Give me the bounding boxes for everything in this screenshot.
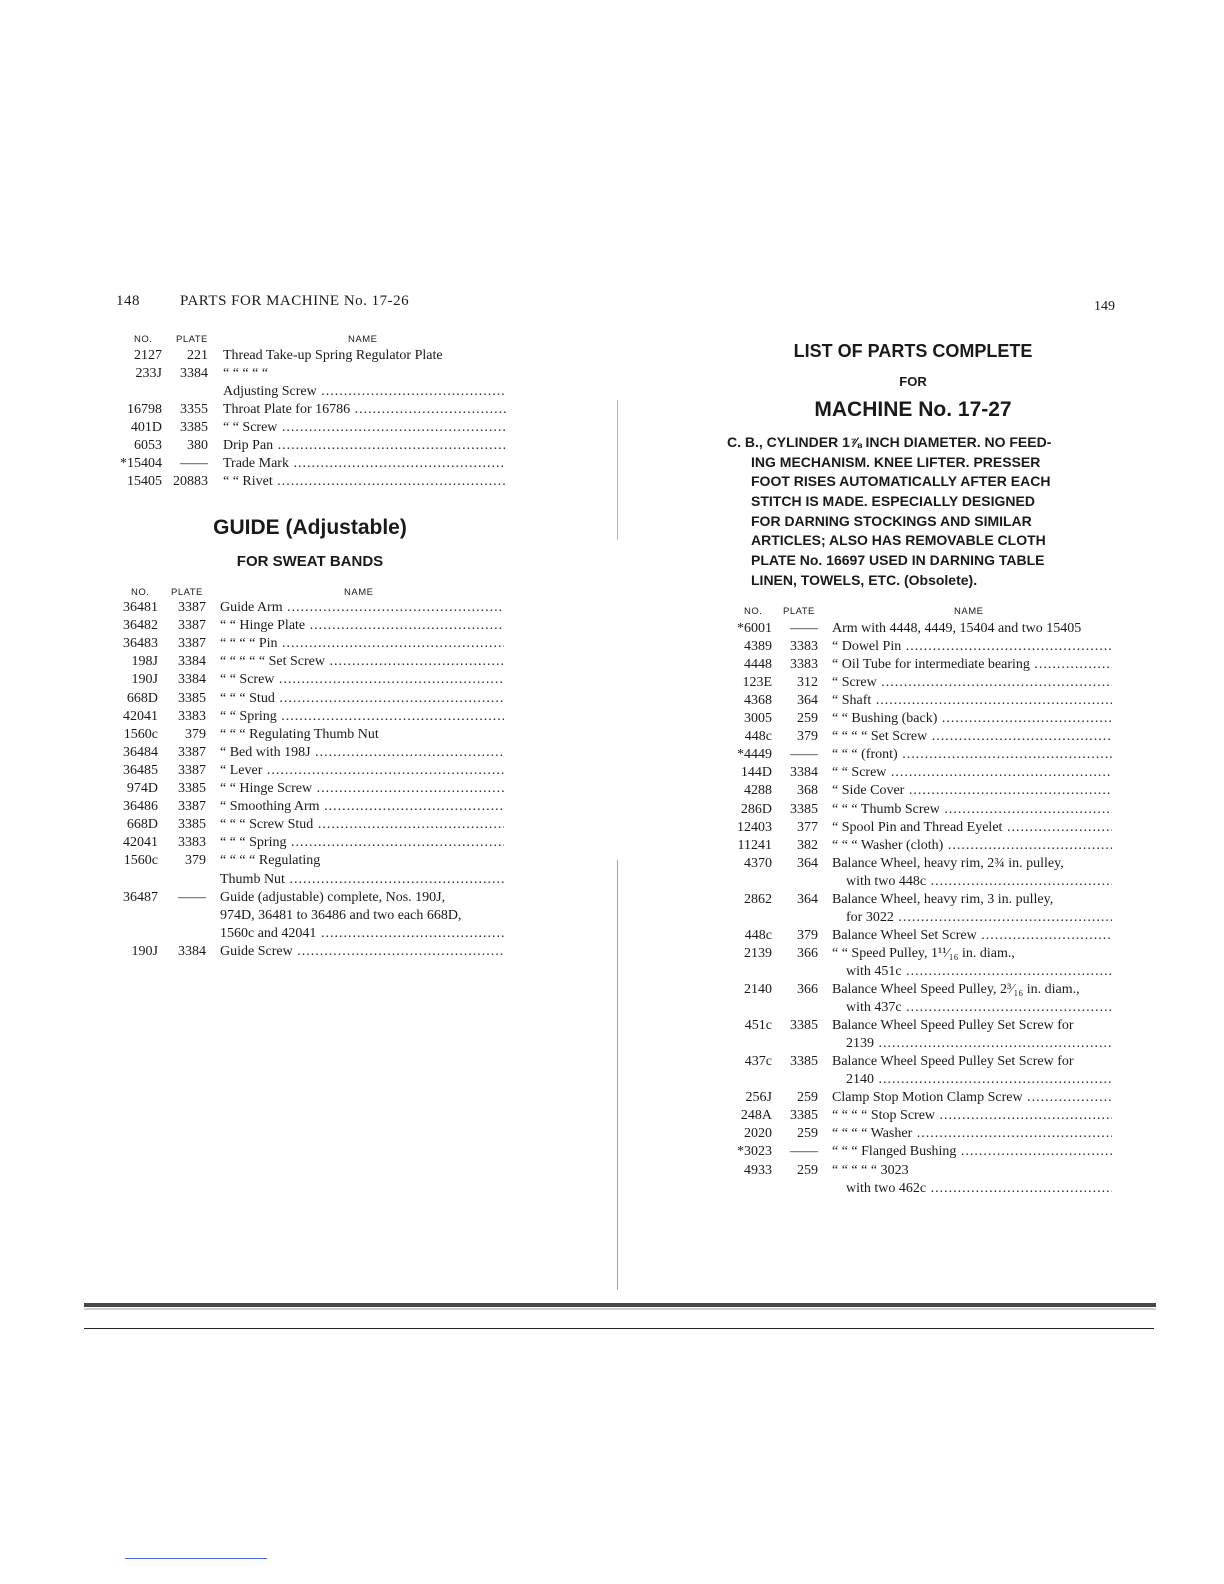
- part-name: “ Smoothing Arm .....: [220, 799, 504, 815]
- part-number: 190J: [131, 943, 158, 959]
- table-row: [728, 657, 1112, 675]
- part-number: 15405: [127, 474, 162, 489]
- plate-number: 3385: [790, 1108, 818, 1124]
- plate-number: 259: [797, 1126, 818, 1142]
- plate-number: 3387: [178, 636, 206, 652]
- table-row: [112, 835, 504, 853]
- plate-number: 377: [797, 819, 818, 835]
- plate-number: 3383: [178, 835, 206, 851]
- table-row: [114, 402, 506, 420]
- plate-number: 3384: [790, 765, 818, 781]
- part-name: “ “ “ Spring .....: [220, 835, 504, 851]
- table-row: [112, 817, 504, 835]
- table-row: [728, 982, 1112, 1000]
- part-name: “ Side Cover .....: [832, 783, 1112, 799]
- plate-number: 3387: [178, 618, 206, 634]
- part-name: 2140 .....: [846, 1072, 1112, 1088]
- table-row: [728, 711, 1112, 729]
- part-name: for 3022 .....: [846, 910, 1112, 926]
- table-row: [728, 964, 1112, 982]
- part-name: “ “ “ “ Stop Screw .....: [832, 1108, 1112, 1124]
- part-name: with 451c .....: [846, 964, 1112, 980]
- part-name: Guide Arm .....: [220, 600, 504, 616]
- part-number: 401D: [130, 420, 162, 435]
- table-row: [112, 691, 504, 709]
- plate-number: 364: [797, 891, 818, 907]
- col-header-no: NO.: [131, 587, 150, 598]
- part-number: 437c: [744, 1054, 772, 1070]
- part-name: Throat Plate for 16786 .....: [223, 402, 506, 418]
- part-number: 36486: [123, 799, 158, 815]
- col-header-name: NAME: [344, 587, 374, 598]
- part-name: Adjusting Screw .....: [223, 384, 506, 400]
- plate-number: 379: [185, 726, 206, 742]
- part-number: 42041: [123, 708, 158, 724]
- plate-number: ——: [790, 621, 818, 636]
- table-row: [728, 729, 1112, 747]
- description-line: ARTICLES; ALSO HAS REMOVABLE CLOTH: [751, 532, 1046, 548]
- plate-number: 3385: [178, 781, 206, 796]
- part-name: Balance Wheel Speed Pulley Set Screw for: [832, 1018, 1074, 1034]
- plate-number: 364: [797, 855, 818, 871]
- part-number: 36487: [123, 889, 158, 905]
- part-number: 2127: [134, 348, 162, 363]
- part-name: with two 462c .....: [846, 1181, 1112, 1197]
- part-name: “ “ Screw .....: [832, 765, 1112, 781]
- part-name: “ “ “ Screw Stud .....: [220, 817, 504, 833]
- col-header-no: NO.: [134, 334, 153, 345]
- part-name: 2139 .....: [846, 1036, 1112, 1052]
- part-number: 2140: [744, 982, 772, 997]
- part-name: “ “ Screw .....: [223, 420, 506, 436]
- table-row: [114, 456, 506, 474]
- part-number: 4448: [744, 657, 772, 673]
- part-number: 2862: [744, 891, 772, 907]
- table-row: [728, 838, 1112, 856]
- plate-number: 259: [797, 1090, 818, 1106]
- table-row: [728, 1072, 1112, 1090]
- description-line: STITCH IS MADE. ESPECIALLY DESIGNED: [751, 493, 1035, 509]
- plate-number: 3383: [790, 657, 818, 673]
- description-line: ING MECHANISM. KNEE LIFTER. PRESSER: [751, 454, 1041, 470]
- table-row: [728, 765, 1112, 783]
- plate-number: ——: [178, 889, 206, 905]
- plate-number: 3385: [178, 690, 206, 706]
- part-name: “ “ Bushing (back) .....: [832, 711, 1112, 727]
- part-number: 668D: [126, 690, 158, 706]
- plate-number: 259: [797, 1162, 818, 1178]
- part-name: “ “ Speed Pulley, 1¹¹⁄₁₆ in. diam.,: [832, 945, 1015, 961]
- col-header-name: NAME: [954, 606, 984, 617]
- table-row: [112, 853, 504, 871]
- plate-number: 3355: [180, 402, 208, 417]
- plate-number: 3384: [180, 366, 208, 381]
- table-row: [728, 621, 1112, 639]
- table-row: [728, 1163, 1112, 1181]
- section-subtitle: FOR SWEAT BANDS: [236, 553, 384, 570]
- part-number: 668D: [126, 817, 158, 833]
- table-row: [112, 600, 504, 618]
- part-name: “ “ Hinge Screw .....: [220, 781, 504, 797]
- part-name: “ “ “ Thumb Screw .....: [832, 802, 1112, 818]
- plate-number: 379: [797, 927, 818, 943]
- part-name: Clamp Stop Motion Clamp Screw .....: [832, 1090, 1112, 1106]
- part-name: “ Dowel Pin .....: [832, 639, 1112, 655]
- plate-number: 221: [187, 348, 208, 363]
- part-name: “ Lever .....: [220, 763, 504, 779]
- table-row: [112, 636, 504, 654]
- part-name: Drip Pan .....: [223, 438, 506, 454]
- plate-number: 3383: [790, 639, 818, 655]
- part-number: 256J: [745, 1090, 772, 1106]
- table-row: [728, 946, 1112, 964]
- part-name: “ Oil Tube for intermediate bearing .....: [832, 657, 1112, 673]
- table-row: [728, 874, 1112, 892]
- plate-number: 3387: [178, 762, 206, 778]
- part-name: “ “ Hinge Plate .....: [220, 618, 504, 634]
- part-number: 1560c: [123, 726, 158, 742]
- part-name: “ “ “ “ “: [223, 366, 269, 381]
- table-row: [728, 1181, 1112, 1199]
- part-name: “ Screw .....: [832, 675, 1112, 691]
- part-number: 3005: [744, 711, 772, 727]
- col-header-plate: PLATE: [171, 587, 203, 598]
- part-name: 1560c and 42041 .....: [220, 926, 504, 942]
- table-row: [112, 727, 504, 745]
- table-row: [728, 1144, 1112, 1162]
- part-number: 6053: [134, 438, 162, 453]
- part-name: Balance Wheel Set Screw .....: [832, 928, 1112, 944]
- plate-number: 3385: [180, 420, 208, 435]
- table-row: [728, 1090, 1112, 1108]
- gutter-line: [617, 400, 618, 540]
- part-number: *3023: [737, 1144, 772, 1160]
- part-number: 4933: [744, 1162, 772, 1178]
- part-name: Arm with 4448, 4449, 15404 and two 15405: [832, 621, 1082, 636]
- plate-number: 3387: [178, 600, 206, 615]
- table-row: [112, 908, 504, 926]
- table-row: [112, 745, 504, 763]
- part-name: “ “ Screw .....: [220, 672, 504, 688]
- table-row: [728, 1126, 1112, 1144]
- part-name: with 437c .....: [846, 1000, 1112, 1016]
- section-title: GUIDE (Adjustable): [213, 516, 407, 539]
- table-row: [112, 654, 504, 672]
- scan-edge-line: [84, 1303, 1156, 1307]
- plate-number: 3385: [790, 801, 818, 817]
- part-number: 4368: [744, 693, 772, 709]
- part-number: 2020: [744, 1126, 772, 1142]
- page-number-148: 148: [116, 293, 140, 309]
- part-number: 36485: [123, 762, 158, 778]
- table-row: [728, 675, 1112, 693]
- part-number: 123E: [742, 675, 772, 691]
- description-line: FOOT RISES AUTOMATICALLY AFTER EACH: [751, 473, 1051, 489]
- col-header-no: NO.: [744, 606, 763, 617]
- table-row: [728, 856, 1112, 874]
- part-name: Balance Wheel Speed Pulley, 2³⁄₁₆ in. diam.,: [832, 982, 1080, 997]
- col-header-plate: PLATE: [176, 334, 208, 345]
- part-number: 12403: [737, 819, 772, 835]
- part-number: 190J: [131, 672, 158, 688]
- plate-number: ——: [790, 747, 818, 763]
- scan-edge-line: [84, 1328, 1154, 1329]
- part-name: Thread Take-up Spring Regulator Plate: [223, 348, 443, 363]
- part-name: “ “ “ “ Pin .....: [220, 636, 504, 652]
- plate-number: 364: [797, 693, 818, 709]
- plate-number: 3387: [178, 744, 206, 760]
- part-name: 974D, 36481 to 36486 and two each 668D,: [220, 907, 462, 923]
- part-number: 36484: [123, 744, 158, 760]
- scan-edge-line: [84, 1308, 1156, 1310]
- table-row: [114, 384, 506, 402]
- part-name: Balance Wheel, heavy rim, 2¾ in. pulley,: [832, 855, 1064, 871]
- part-name: “ Spool Pin and Thread Eyelet .....: [832, 820, 1112, 836]
- col-header-plate: PLATE: [783, 606, 815, 617]
- part-name: “ Shaft .....: [832, 693, 1112, 709]
- part-name: “ “ “ “ Set Screw .....: [832, 729, 1112, 745]
- plate-number: 379: [185, 853, 206, 869]
- plate-number: ——: [790, 1144, 818, 1160]
- part-name: “ “ “ “ Washer .....: [832, 1126, 1112, 1142]
- table-row: [112, 799, 504, 817]
- table-row: [728, 1018, 1112, 1036]
- col-header-name: NAME: [348, 334, 378, 345]
- part-name: “ “ Rivet .....: [223, 474, 506, 490]
- part-number: 16798: [127, 402, 162, 417]
- part-number: 451c: [744, 1018, 772, 1034]
- part-number: 144D: [740, 765, 772, 781]
- part-number: 36482: [123, 618, 158, 634]
- table-row: [112, 872, 504, 890]
- part-number: 11241: [737, 837, 772, 853]
- footer-link-line: [125, 1558, 267, 1559]
- table-row: [728, 892, 1112, 910]
- part-name: Trade Mark .....: [223, 456, 506, 472]
- plate-number: 380: [187, 438, 208, 453]
- part-name: “ “ Spring .....: [220, 709, 504, 725]
- plate-number: ——: [180, 456, 208, 471]
- description-line: LINEN, TOWELS, ETC. (Obsolete).: [751, 572, 978, 588]
- plate-number: 312: [797, 675, 818, 691]
- part-name: “ “ “ “ “ Set Screw .....: [220, 654, 504, 670]
- table-row: [114, 438, 506, 456]
- table-row: [728, 1108, 1112, 1126]
- plate-number: 3385: [178, 817, 206, 833]
- gutter-line: [617, 860, 618, 1290]
- table-row: [728, 820, 1112, 838]
- plate-number: 3385: [790, 1018, 818, 1034]
- table-row: [112, 781, 504, 799]
- part-number: 198J: [131, 654, 158, 670]
- part-name: “ “ “ (front) .....: [832, 747, 1112, 763]
- part-number: *6001: [737, 621, 772, 636]
- part-number: 233J: [135, 366, 162, 381]
- part-name: “ “ “ Regulating Thumb Nut: [220, 726, 379, 742]
- page-number-149: 149: [1094, 299, 1115, 314]
- plate-number: 366: [797, 982, 818, 997]
- plate-number: 3384: [178, 672, 206, 688]
- table-row: [112, 618, 504, 636]
- table-row: [728, 802, 1112, 820]
- plate-number: 20883: [173, 474, 208, 489]
- plate-number: 3384: [178, 654, 206, 670]
- table-row: [728, 910, 1112, 928]
- table-row: [112, 890, 504, 908]
- plate-number: 379: [797, 729, 818, 745]
- plate-number: 3387: [178, 799, 206, 815]
- part-number: 448c: [744, 927, 772, 943]
- running-head: PARTS FOR MACHINE No. 17-26: [180, 293, 410, 309]
- plate-number: 368: [797, 783, 818, 799]
- plate-number: 3383: [178, 708, 206, 724]
- table-row: [112, 763, 504, 781]
- plate-number: 3384: [178, 943, 206, 959]
- list-title-for: FOR: [899, 374, 927, 389]
- part-name: with two 448c .....: [846, 874, 1112, 890]
- part-name: “ “ “ Washer (cloth) .....: [832, 838, 1112, 854]
- plate-number: 366: [797, 945, 818, 961]
- table-row: [728, 693, 1112, 711]
- part-name: “ Bed with 198J .....: [220, 745, 504, 761]
- part-number: 286D: [740, 801, 772, 817]
- part-number: 4389: [744, 639, 772, 655]
- plate-number: 3385: [790, 1054, 818, 1070]
- part-number: 36481: [123, 600, 158, 615]
- part-number: *4449: [737, 747, 772, 763]
- part-number: 2139: [744, 945, 772, 961]
- table-row: [112, 672, 504, 690]
- plate-number: 259: [797, 711, 818, 727]
- part-number: 36483: [123, 636, 158, 652]
- description-line: PLATE No. 16697 USED IN DARNING TABLE: [751, 552, 1045, 568]
- part-number: 4370: [744, 855, 772, 871]
- part-number: 974D: [126, 781, 158, 796]
- list-title: LIST OF PARTS COMPLETE: [793, 341, 1033, 361]
- table-row: [114, 420, 506, 438]
- table-row: [728, 639, 1112, 657]
- part-name: “ “ “ “ Regulating: [220, 853, 321, 869]
- plate-number: 382: [797, 837, 818, 853]
- part-name: “ “ “ “ “ 3023: [832, 1162, 909, 1178]
- description-line: FOR DARNING STOCKINGS AND SIMILAR: [751, 513, 1032, 529]
- part-number: 4288: [744, 783, 772, 799]
- part-name: Balance Wheel Speed Pulley Set Screw for: [832, 1054, 1074, 1070]
- part-name: Balance Wheel, heavy rim, 3 in. pulley,: [832, 891, 1054, 907]
- part-name: “ “ “ Stud .....: [220, 691, 504, 707]
- part-name: Guide Screw .....: [220, 944, 504, 960]
- part-number: 1560c: [123, 853, 158, 869]
- table-row: [114, 348, 506, 366]
- part-number: *15404: [120, 456, 162, 471]
- table-row: [728, 747, 1112, 765]
- table-row: [112, 944, 504, 962]
- table-row: [114, 366, 506, 384]
- table-row: [728, 783, 1112, 801]
- part-name: Guide (adjustable) complete, Nos. 190J,: [220, 889, 446, 905]
- table-row: [112, 926, 504, 944]
- table-row: [728, 1054, 1112, 1072]
- table-row: [114, 474, 506, 492]
- table-row: [728, 928, 1112, 946]
- description-line: C. B., CYLINDER 1⅞ INCH DIAMETER. NO FEED-: [727, 434, 1052, 450]
- table-row: [728, 1000, 1112, 1018]
- table-row: [728, 1036, 1112, 1054]
- table-row: [112, 709, 504, 727]
- part-name: Thumb Nut .....: [220, 872, 504, 888]
- part-number: 42041: [123, 835, 158, 851]
- part-number: 448c: [744, 729, 772, 745]
- part-number: 248A: [740, 1108, 772, 1124]
- machine-title: MACHINE No. 17-27: [814, 398, 1012, 421]
- part-name: “ “ “ Flanged Bushing .....: [832, 1144, 1112, 1160]
